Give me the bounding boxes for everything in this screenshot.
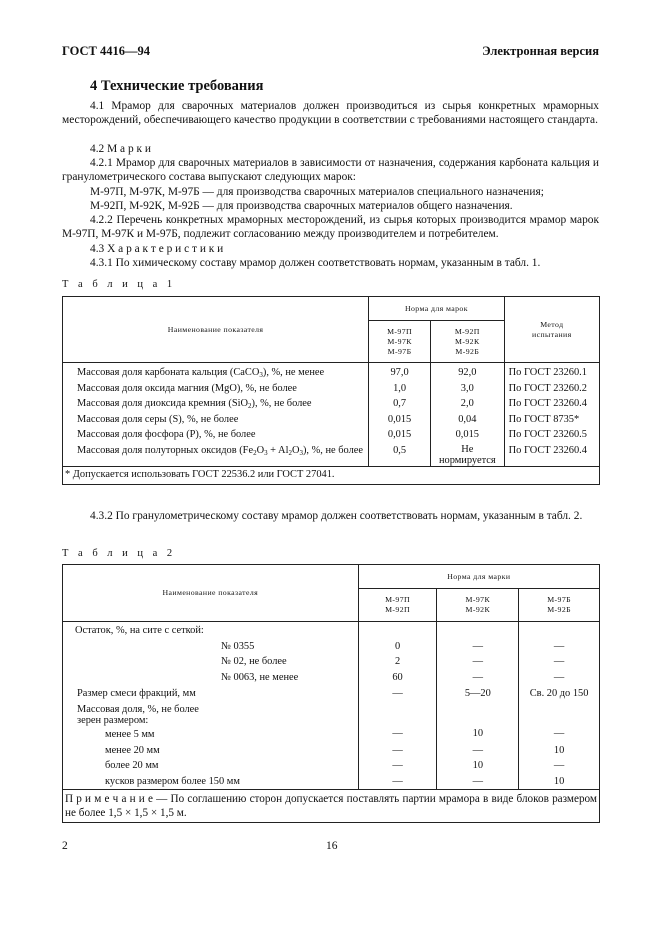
table2-header-name: Наименование показателя (63, 565, 359, 622)
paragraph-4-1: 4.1 Мрамор для сварочных материалов должен производиться из сырья конкретных мраморных месторождений, обеспечивающего качество продукции в соответствии с требованиями настоящего стандарта. (62, 100, 599, 127)
table2-row-name: Массовая доля, %, не более зерен размером: (63, 701, 359, 727)
document-code: ГОСТ 4416—94 (62, 44, 151, 58)
table1-cell: По ГОСТ 8735* (504, 411, 599, 427)
table1-row-name: Массовая доля серы (S), %, не более (63, 411, 369, 427)
table2-cell: 10 (437, 727, 519, 742)
edition-label: Электронная версия (482, 44, 599, 58)
table2-cell (437, 701, 519, 727)
table2-cell (437, 622, 519, 638)
paragraph-4-2-2: 4.2.2 Перечень конкретных мраморных месторождений, из сырья которых производится мрамор марок М-97П, М-97К и М-97Б, подлежит согласованию между производителем и потребителем. (62, 214, 599, 241)
paragraph-4-2-1: 4.2.1 Мрамор для сварочных материалов в зависимости от назначения, содержания карбоната кальция и гранулометрического состава выпускают следующих марок: (62, 157, 599, 184)
table1-cell: 0,7 (369, 395, 431, 411)
table2-cell: 10 (519, 742, 600, 758)
paragraph-4-3-1: 4.3.1 По химическому составу мрамор должен соответствовать нормам, указанным в табл. 1. (90, 257, 541, 269)
table2-cell: 2 (358, 653, 437, 669)
table1-cell: 0,5 (369, 442, 431, 467)
table2-cell: — (519, 669, 600, 685)
table1-header-name: Наименование показателя (63, 297, 369, 363)
table1-row-name: Массовая доля карбоната кальция (CaCO$_3$), %, не менее (63, 363, 369, 380)
paragraph-marks-special: М-97П, М-97К, М-97Б — для производства сварочных материалов специального назначения; (90, 186, 544, 198)
table2-cell: — (519, 757, 600, 773)
table2-marks-k: М-97К М-92К (437, 589, 519, 622)
paragraph-4-3: 4.3 Х а р а к т е р и с т и к и (90, 243, 224, 255)
table1-row-name: Массовая доля полуторных оксидов $(Fe_2O_3 + Al_2O_3)$, %, не более (63, 442, 369, 467)
table2-cell: 0 (358, 638, 437, 654)
page-number-center: 16 (326, 840, 338, 852)
table2-cell: — (437, 773, 519, 790)
table1-header-norm: Норма для марок (369, 297, 504, 321)
table1-row-name: Массовая доля оксида магния (MgO), %, не более (63, 380, 369, 396)
table1-cell: Не нормируется (430, 442, 504, 467)
table2-cell (358, 622, 437, 638)
table2-cell: — (519, 727, 600, 742)
table1-caption: Т а б л и ц а 1 (62, 279, 176, 290)
table2-marks-p: М-97П М-92П (358, 589, 437, 622)
table2-row-name: менее 5 мм (63, 727, 359, 742)
table1-cell: 0,04 (430, 411, 504, 427)
table1-cell: 0,015 (430, 426, 504, 442)
table1-cell: По ГОСТ 23260.2 (504, 380, 599, 396)
table1-cell: 3,0 (430, 380, 504, 396)
table-chemical-composition (62, 296, 600, 485)
table2-row-name: № 02, не более (63, 653, 359, 669)
table2-caption: Т а б л и ц а 2 (62, 548, 176, 559)
table1-cell: 2,0 (430, 395, 504, 411)
table1-row-name: Массовая доля диоксида кремния (SiO$_2$), %, не более (63, 395, 369, 411)
table2-cell: — (358, 727, 437, 742)
table-granulometric-composition (62, 564, 600, 823)
table2-row-name: № 0355 (63, 638, 359, 654)
table1-cell: По ГОСТ 23260.4 (504, 442, 599, 467)
table1-cell: По ГОСТ 23260.5 (504, 426, 599, 442)
table2-note: П р и м е ч а н и е — По соглашению сторон допускается поставлять партии мрамора в виде блоков размером не более 1,5 × 1,5 × 1,5 м. (63, 790, 600, 823)
paragraph-4-3-2: 4.3.2 По гранулометрическому составу мрамор должен соответствовать нормам, указанным в табл. 2. (90, 510, 583, 522)
table1-cell: 92,0 (430, 363, 504, 380)
table1-cell: По ГОСТ 23260.1 (504, 363, 599, 380)
table2-cell: — (437, 742, 519, 758)
table2-cell: — (437, 669, 519, 685)
table2-cell: 60 (358, 669, 437, 685)
table2-row-name: менее 20 мм (63, 742, 359, 758)
table1-cell: 0,015 (369, 426, 431, 442)
table2-cell: — (358, 742, 437, 758)
table2-cell: — (437, 638, 519, 654)
table2-cell: — (519, 638, 600, 654)
table2-row-name: № 0063, не менее (63, 669, 359, 685)
table2-marks-b: М-97Б М-92Б (519, 589, 600, 622)
table2-cell: — (437, 653, 519, 669)
table2-cell (519, 622, 600, 638)
table1-cell: 0,015 (369, 411, 431, 427)
table2-cell: Св. 20 до 150 (519, 684, 600, 701)
table1-header-method: Метод испытания (504, 297, 599, 363)
table2-cell: — (358, 684, 437, 701)
section-title: 4 Технические требования (90, 78, 264, 94)
table2-cell (519, 701, 600, 727)
table1-marks-92: М-92П М-92К М-92Б (430, 321, 504, 363)
table1-marks-97: М-97П М-97К М-97Б (369, 321, 431, 363)
paragraph-4-2: 4.2 М а р к и (90, 143, 151, 155)
table2-header-norm: Норма для марки (358, 565, 599, 589)
table2-cell: 10 (437, 757, 519, 773)
table2-row-name: более 20 мм (63, 757, 359, 773)
page-number-left: 2 (62, 840, 68, 852)
table1-cell: 97,0 (369, 363, 431, 380)
table2-cell: 5—20 (437, 684, 519, 701)
table1-cell: По ГОСТ 23260.4 (504, 395, 599, 411)
paragraph-marks-general: М-92П, М-92К, М-92Б — для производства сварочных материалов общего назначения. (90, 200, 513, 212)
table2-cell: — (358, 757, 437, 773)
table2-cell: — (358, 773, 437, 790)
table1-cell: 1,0 (369, 380, 431, 396)
table2-row-name: кусков размером более 150 мм (63, 773, 359, 790)
table2-row-name: Остаток, %, на сите с сеткой: (63, 622, 359, 638)
table2-cell: 10 (519, 773, 600, 790)
table2-cell: — (519, 653, 600, 669)
table2-cell (358, 701, 437, 727)
table2-row-name: Размер смеси фракций, мм (63, 684, 359, 701)
table1-row-name: Массовая доля фосфора (Р), %, не более (63, 426, 369, 442)
table1-footnote: * Допускается использовать ГОСТ 22536.2 или ГОСТ 27041. (63, 466, 600, 484)
